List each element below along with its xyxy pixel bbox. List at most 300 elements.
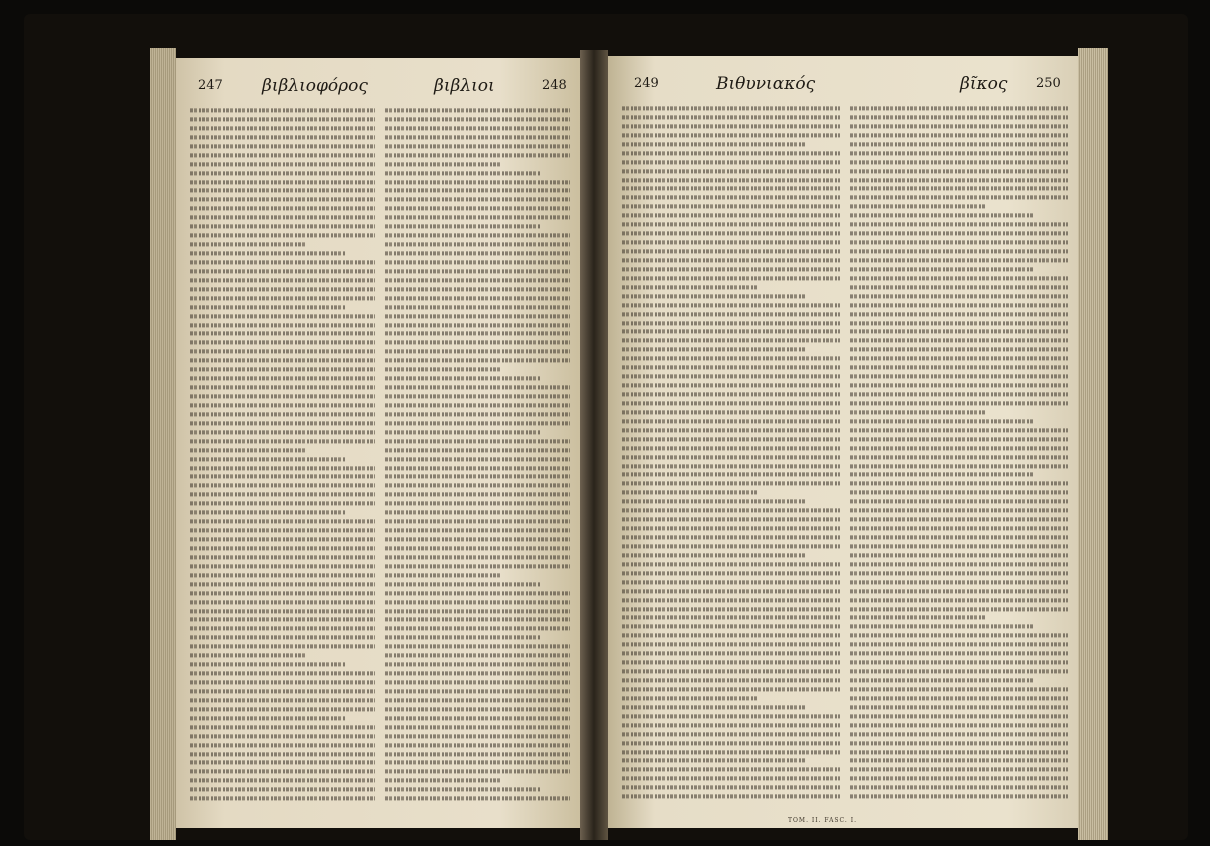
text-line	[190, 394, 375, 398]
text-column	[622, 104, 840, 812]
text-line	[850, 249, 1068, 253]
text-line	[850, 357, 1068, 361]
text-line	[850, 625, 1033, 629]
text-line	[850, 607, 1068, 611]
text-line	[190, 314, 375, 318]
text-line	[190, 528, 375, 532]
text-line	[622, 321, 840, 325]
text-line	[622, 285, 757, 289]
text-line	[850, 169, 1068, 173]
text-line	[622, 401, 840, 405]
text-line	[190, 242, 305, 246]
text-line	[622, 562, 840, 566]
text-line	[190, 153, 375, 157]
text-line	[622, 616, 840, 620]
text-line	[622, 205, 840, 209]
text-line	[190, 126, 375, 130]
text-line	[190, 341, 375, 345]
text-line	[622, 464, 840, 468]
text-line	[622, 768, 840, 772]
text-line	[385, 761, 570, 765]
text-line	[190, 645, 375, 649]
text-line	[385, 171, 540, 175]
text-line	[850, 643, 1068, 647]
text-line	[622, 526, 840, 530]
text-line	[385, 654, 570, 658]
text-line	[622, 589, 840, 593]
text-line	[385, 698, 570, 702]
text-line	[385, 600, 570, 604]
text-line	[622, 678, 840, 682]
text-line	[850, 509, 1068, 513]
text-line	[850, 491, 1068, 495]
text-line	[622, 687, 840, 691]
text-line	[385, 591, 570, 595]
text-line	[190, 251, 345, 255]
text-line	[385, 457, 570, 461]
text-line	[385, 180, 570, 184]
text-line	[385, 126, 570, 130]
text-line	[385, 278, 570, 282]
text-line	[622, 625, 840, 629]
text-line	[850, 187, 1068, 191]
text-line	[190, 448, 305, 452]
text-line	[385, 645, 570, 649]
text-line	[190, 662, 345, 666]
text-line	[190, 421, 375, 425]
text-line	[622, 482, 840, 486]
text-line	[622, 500, 805, 504]
text-line	[850, 267, 1033, 271]
text-line	[190, 269, 375, 273]
text-line	[622, 178, 840, 182]
text-line	[190, 135, 375, 139]
text-line	[385, 466, 570, 470]
text-line	[385, 770, 570, 774]
text-line	[850, 598, 1068, 602]
text-line	[385, 153, 570, 157]
text-line	[622, 231, 840, 235]
text-column	[190, 106, 375, 812]
text-line	[385, 135, 570, 139]
text-line	[190, 359, 375, 363]
text-line	[385, 323, 570, 327]
text-line	[385, 528, 570, 532]
text-line	[385, 305, 570, 309]
text-line	[385, 403, 570, 407]
text-line	[850, 634, 1068, 638]
text-line	[190, 636, 375, 640]
text-line	[385, 207, 570, 211]
text-line	[190, 725, 375, 729]
text-line	[850, 723, 1068, 727]
text-line	[622, 544, 840, 548]
text-line	[850, 696, 1068, 700]
text-line	[850, 124, 1068, 128]
text-line	[850, 580, 1068, 584]
text-line	[850, 777, 1068, 781]
text-line	[622, 374, 840, 378]
text-line	[850, 383, 1068, 387]
text-line	[622, 124, 840, 128]
text-line	[190, 287, 375, 291]
running-headword: βιβλιοι	[434, 76, 495, 96]
text-line	[622, 419, 840, 423]
text-line	[385, 368, 500, 372]
text-line	[850, 589, 1068, 593]
text-line	[850, 732, 1068, 736]
text-line	[622, 660, 840, 664]
text-line	[385, 242, 570, 246]
text-line	[622, 392, 840, 396]
text-line	[190, 198, 375, 202]
text-line	[622, 705, 805, 709]
text-line	[385, 662, 570, 666]
text-line	[190, 350, 375, 354]
text-line	[385, 493, 570, 497]
text-line	[850, 330, 1068, 334]
text-line	[385, 680, 570, 684]
text-line	[190, 582, 375, 586]
text-line	[385, 251, 570, 255]
text-line	[850, 294, 1068, 298]
text-line	[850, 464, 1068, 468]
text-line	[190, 654, 305, 658]
text-line	[385, 430, 540, 434]
text-line	[850, 482, 1068, 486]
text-line	[850, 446, 1068, 450]
page-edges-right	[1078, 48, 1108, 840]
text-line	[850, 303, 1068, 307]
text-column	[850, 104, 1068, 812]
text-line	[190, 403, 375, 407]
text-line	[385, 296, 570, 300]
text-line	[622, 428, 840, 432]
text-line	[385, 233, 570, 237]
text-line	[190, 305, 345, 309]
text-line	[190, 457, 345, 461]
left-page-header	[176, 76, 580, 98]
text-line	[850, 705, 1068, 709]
text-line	[622, 312, 840, 316]
text-line	[850, 366, 1068, 370]
text-line	[190, 618, 375, 622]
text-line	[385, 734, 570, 738]
text-line	[190, 797, 375, 801]
text-line	[850, 151, 1068, 155]
text-line	[385, 341, 570, 345]
text-line	[850, 231, 1068, 235]
text-line	[385, 743, 570, 747]
text-line	[190, 671, 375, 675]
text-line	[850, 795, 1068, 799]
text-line	[850, 678, 1033, 682]
text-line	[622, 777, 840, 781]
text-line	[385, 376, 540, 380]
text-line	[190, 716, 345, 720]
text-line	[622, 732, 840, 736]
text-line	[385, 117, 570, 121]
text-line	[385, 716, 570, 720]
text-line	[850, 473, 1033, 477]
text-line	[850, 544, 1068, 548]
text-line	[622, 330, 840, 334]
text-line	[190, 225, 375, 229]
text-line	[850, 106, 1068, 110]
text-line	[850, 240, 1068, 244]
text-line	[190, 573, 375, 577]
text-line	[622, 750, 840, 754]
text-line	[622, 598, 840, 602]
text-line	[622, 580, 840, 584]
text-line	[190, 707, 375, 711]
text-line	[385, 519, 570, 523]
running-headword: Βιθυνιακός	[716, 74, 816, 94]
text-line	[190, 189, 375, 193]
right-page	[608, 56, 1078, 828]
text-line	[850, 687, 1068, 691]
text-line	[385, 484, 570, 488]
text-line	[850, 652, 1068, 656]
text-line	[190, 600, 375, 604]
text-line	[385, 412, 570, 416]
text-line	[622, 348, 805, 352]
text-line	[850, 160, 1068, 164]
page-number: 250	[1036, 76, 1061, 91]
text-line	[622, 383, 840, 387]
text-line	[622, 187, 840, 191]
text-line	[385, 162, 500, 166]
text-line	[190, 323, 375, 327]
text-line	[850, 714, 1068, 718]
text-line	[622, 795, 840, 799]
text-line	[622, 133, 840, 137]
text-line	[385, 546, 570, 550]
text-column	[385, 106, 570, 812]
text-line	[385, 636, 540, 640]
text-line	[190, 385, 375, 389]
text-line	[190, 162, 375, 166]
text-line	[622, 741, 840, 745]
text-line	[190, 368, 375, 372]
text-line	[622, 223, 840, 227]
text-line	[190, 171, 375, 175]
text-line	[622, 455, 840, 459]
text-line	[385, 779, 500, 783]
text-line	[850, 142, 1068, 146]
text-line	[850, 768, 1068, 772]
text-line	[385, 198, 570, 202]
text-line	[850, 258, 1068, 262]
text-line	[190, 207, 375, 211]
text-line	[190, 680, 375, 684]
text-line	[385, 725, 570, 729]
text-line	[622, 169, 840, 173]
text-line	[850, 196, 1068, 200]
text-line	[385, 752, 570, 756]
text-line	[850, 759, 1068, 763]
text-line	[850, 133, 1068, 137]
text-line	[190, 546, 375, 550]
text-line	[190, 743, 375, 747]
text-line	[622, 437, 840, 441]
running-headword: βῖκος	[960, 74, 1008, 94]
text-line	[190, 511, 345, 515]
text-line	[622, 714, 840, 718]
text-line	[190, 591, 375, 595]
text-line	[850, 214, 1033, 218]
text-line	[385, 618, 570, 622]
text-line	[622, 258, 840, 262]
text-line	[850, 312, 1068, 316]
text-line	[190, 698, 375, 702]
text-line	[622, 571, 840, 575]
page-number: 247	[198, 78, 223, 93]
text-line	[850, 455, 1068, 459]
text-line	[385, 582, 540, 586]
text-line	[622, 634, 840, 638]
text-line	[622, 509, 840, 513]
text-line	[190, 296, 375, 300]
text-line	[190, 502, 375, 506]
text-line	[385, 421, 570, 425]
text-line	[622, 491, 757, 495]
text-line	[385, 385, 570, 389]
text-line	[190, 466, 375, 470]
text-line	[850, 178, 1068, 182]
text-line	[622, 214, 840, 218]
text-line	[622, 759, 805, 763]
page-number: 248	[542, 78, 567, 93]
text-line	[622, 106, 840, 110]
text-line	[385, 269, 570, 273]
text-line	[190, 430, 375, 434]
text-line	[622, 517, 840, 521]
text-line	[190, 627, 375, 631]
text-line	[190, 761, 375, 765]
text-line	[622, 669, 840, 673]
text-line	[622, 553, 805, 557]
text-line	[622, 339, 840, 343]
text-line	[622, 267, 840, 271]
running-headword: βιβλιοφόρος	[262, 76, 368, 96]
text-line	[385, 537, 570, 541]
text-line	[385, 475, 570, 479]
text-line	[622, 303, 840, 307]
text-line	[622, 535, 840, 539]
text-line	[622, 142, 805, 146]
text-line	[850, 321, 1068, 325]
text-line	[385, 573, 500, 577]
text-line	[622, 410, 840, 414]
text-line	[622, 643, 840, 647]
text-line	[190, 117, 375, 121]
text-line	[850, 500, 1068, 504]
text-line	[850, 669, 1068, 673]
text-line	[190, 609, 375, 613]
text-line	[190, 439, 375, 443]
text-line	[385, 359, 570, 363]
text-line	[850, 374, 1068, 378]
text-line	[850, 392, 1068, 396]
text-line	[850, 223, 1068, 227]
text-line	[850, 339, 1068, 343]
text-line	[190, 788, 375, 792]
text-line	[850, 660, 1068, 664]
text-line	[385, 350, 570, 354]
text-columns	[190, 106, 570, 812]
text-line	[190, 537, 375, 541]
text-line	[385, 260, 570, 264]
text-line	[850, 115, 1068, 119]
text-line	[622, 607, 840, 611]
text-line	[385, 788, 540, 792]
text-line	[385, 332, 570, 336]
left-page	[176, 58, 580, 828]
text-line	[850, 419, 1033, 423]
text-line	[850, 348, 1068, 352]
text-line	[622, 473, 840, 477]
text-line	[850, 786, 1068, 790]
text-line	[190, 484, 375, 488]
text-line	[385, 287, 570, 291]
text-line	[385, 609, 570, 613]
text-line	[190, 260, 375, 264]
text-line	[190, 216, 375, 220]
text-line	[385, 314, 570, 318]
text-line	[385, 108, 570, 112]
page-edges-left	[150, 48, 176, 840]
text-line	[622, 151, 840, 155]
text-line	[622, 240, 840, 244]
text-line	[190, 278, 375, 282]
text-line	[385, 797, 570, 801]
text-line	[850, 410, 985, 414]
text-line	[850, 535, 1068, 539]
text-line	[622, 366, 840, 370]
text-line	[385, 394, 570, 398]
text-line	[190, 519, 375, 523]
text-line	[190, 493, 375, 497]
text-line	[190, 180, 375, 184]
text-line	[385, 216, 570, 220]
text-line	[190, 734, 375, 738]
text-line	[622, 652, 840, 656]
text-line	[190, 779, 375, 783]
text-line	[850, 562, 1068, 566]
text-line	[385, 555, 570, 559]
text-line	[190, 332, 375, 336]
text-line	[190, 108, 375, 112]
text-line	[385, 511, 570, 515]
text-line	[622, 446, 840, 450]
text-line	[850, 741, 1068, 745]
text-line	[850, 616, 985, 620]
text-line	[385, 564, 570, 568]
text-line	[385, 189, 570, 193]
text-line	[850, 276, 1068, 280]
text-line	[385, 448, 570, 452]
text-line	[850, 517, 1068, 521]
text-line	[850, 553, 1068, 557]
text-line	[622, 276, 840, 280]
text-line	[622, 196, 840, 200]
text-line	[190, 475, 375, 479]
text-line	[850, 401, 1068, 405]
text-line	[190, 412, 375, 416]
text-line	[190, 555, 375, 559]
text-line	[385, 689, 570, 693]
